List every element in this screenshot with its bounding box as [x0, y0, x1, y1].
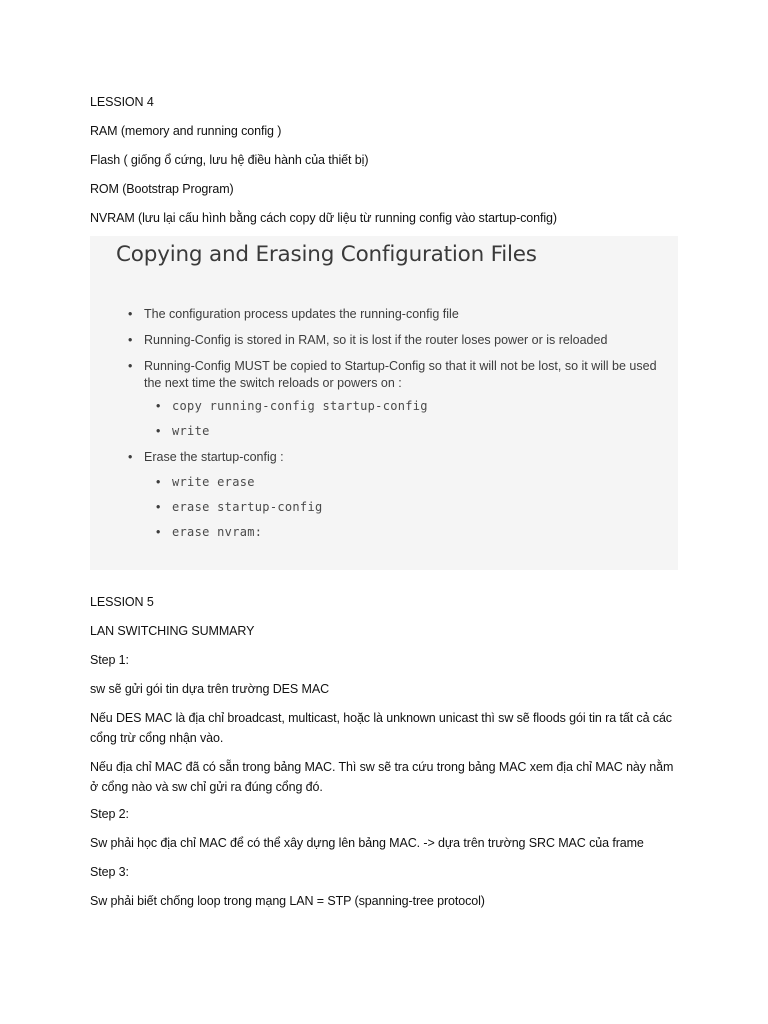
step1-paragraph: Nếu địa chỉ MAC đã có sẵn trong bảng MAC. Thì sw sẽ tra cứu trong bảng MAC xem địa chỉ MAC này nằm ở cổng nào và sw chỉ gửi ra đúng cổng đó.	[90, 760, 674, 794]
step3-label: Step 3:	[90, 865, 129, 879]
ram-line: RAM (memory and running config )	[90, 124, 282, 138]
rom-line: ROM (Bootstrap Program)	[90, 182, 234, 196]
bullet-text: Running-Config is stored in RAM, so it is lost if the router loses power or is reloaded	[144, 333, 608, 347]
slide-title: Copying and Erasing Configuration Files	[116, 242, 537, 267]
flash-line: Flash ( giống ổ cứng, lưu hệ điều hành của thiết bị)	[90, 153, 369, 167]
command-text: erase startup-config	[172, 500, 323, 514]
bullet-text: Running-Config MUST be copied to Startup-Config so that it will not be lost, so it will be used the next time the switch reloads or powers on :	[144, 359, 657, 390]
bullet-text: The configuration process updates the running-config file	[144, 307, 459, 321]
step2-paragraph: Sw phải học địa chỉ MAC để có thể xây dựng lên bảng MAC. -> dựa trên trường SRC MAC của frame	[90, 836, 644, 850]
step2-label: Step 2:	[90, 807, 129, 821]
step1-paragraph: Nếu DES MAC là địa chỉ broadcast, multicast, hoặc là unknown unicast thì sw sẽ floods gói tin ra tất cả các cổng trừ cổng nhận vào.	[90, 711, 672, 745]
step3-paragraph: Sw phải biết chống loop trong mạng LAN = STP (spanning-tree protocol)	[90, 894, 485, 908]
lesson4-heading: LESSION 4	[90, 95, 154, 109]
command-text: copy running-config startup-config	[172, 399, 428, 413]
lesson5-heading: LESSION 5	[90, 595, 154, 609]
bullet-text: Erase the startup-config :	[144, 450, 284, 464]
step1-paragraph: sw sẽ gửi gói tin dựa trên trường DES MAC	[90, 682, 330, 696]
command-text: write erase	[172, 475, 255, 489]
step1-label: Step 1:	[90, 653, 129, 667]
command-text: erase nvram:	[172, 525, 263, 539]
command-text: write	[172, 424, 210, 438]
lan-switching-heading: LAN SWITCHING SUMMARY	[90, 624, 255, 638]
nvram-line: NVRAM (lưu lại cấu hình bằng cách copy dữ liệu từ running config vào startup-config)	[90, 211, 557, 225]
slide-image: Copying and Erasing Configuration Files • The configuration process updates the running-config file • Running-Config is stored in RAM, so it is lost if the router loses power or is reloaded • Running-Config MUST be copied to Startup-Config so that it will not be lost, so it will be used the next time the switch reloads or powers on : • copy running-config startup-config • write • Erase the startup-config : • write erase • erase startup-config • erase nvram:	[90, 236, 678, 570]
